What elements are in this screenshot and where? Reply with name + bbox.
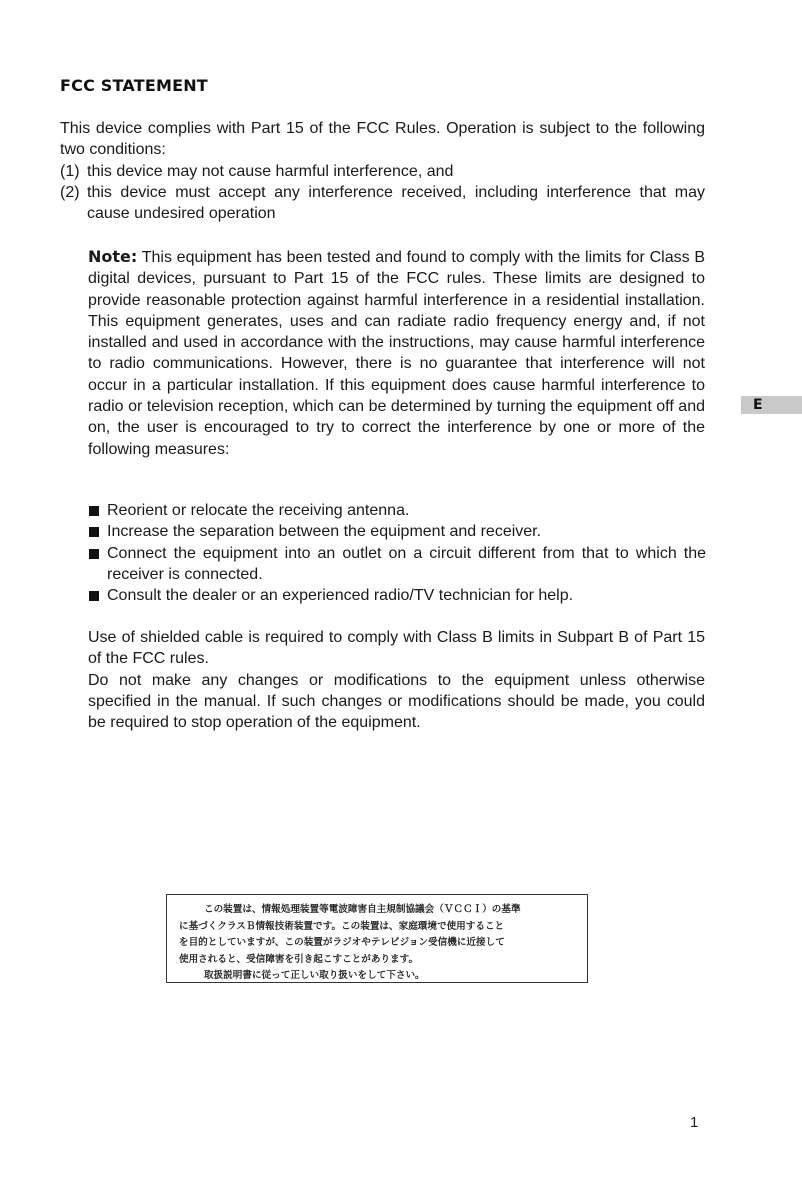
condition-item	[60, 161, 705, 182]
condition-number: (2)	[60, 183, 80, 201]
condition-text: this device may not cause harmful interference, and	[87, 162, 454, 180]
measures-list	[88, 500, 706, 606]
note-text: This equipment has been tested and found to comply with the limits for Class B digital devices, pursuant to Part 15 of the FCC rules. These limits are designed to provide reasonable protection against harmful interference in a residential installation. This equipment generates, uses and can radiate radio frequency energy and, if not installed and used in accordance with the instructions, may cause harmful interference to radio communications. However, there is no guarantee that interference will not occur in a particular installation. If this equipment does cause harmful interference to radio or television reception, which can be determined by turning the equipment off and on, the user is encouraged to try to correct the interference by one or more of the following measures:	[88, 249, 705, 458]
vcci-line: 取扱説明書に従って正しい取り扱いをして下さい。	[204, 970, 425, 982]
bullet-square-icon	[89, 591, 99, 601]
note-label: Note:	[88, 247, 138, 266]
list-item	[88, 500, 706, 521]
note-paragraph	[88, 246, 705, 460]
vcci-line: に基づくクラスＢ情報技術装置です。この装置は、家庭環境で使用すること	[179, 920, 505, 932]
condition-number: (1)	[60, 162, 80, 180]
intro-sentence: This device complies with Part 15 of the FCC Rules. Operation is subject to the following two conditions:	[60, 120, 705, 159]
condition-item	[60, 182, 705, 225]
vcci-line: 使用されると、受信障害を引き起こすことがあります。	[179, 953, 419, 965]
list-item	[88, 543, 706, 586]
closing-section	[88, 627, 705, 733]
condition-text: this device must accept any interference received, including interference that may cause undesired operation	[87, 183, 705, 223]
list-item-text: Consult the dealer or an experienced radio/TV technician for help.	[107, 587, 574, 605]
intro-section	[60, 118, 705, 224]
vcci-notice-box	[166, 894, 588, 983]
language-tab	[741, 396, 802, 414]
page-number: 1	[690, 1114, 699, 1131]
list-item-text: Increase the separation between the equipment and receiver.	[107, 523, 542, 541]
vcci-line: を目的としていますが、この装置がラジオやテレビジョン受信機に近接して	[179, 937, 505, 949]
shielded-cable-paragraph: Use of shielded cable is required to comply with Class B limits in Subpart B of Part 15 of the FCC rules.	[88, 629, 705, 668]
page-title: FCC STATEMENT	[60, 76, 208, 95]
modifications-paragraph: Do not make any changes or modifications to the equipment unless otherwise specified in the manual. If such changes or modifications should be made, you could be required to stop operation of the equipment.	[88, 671, 705, 732]
vcci-line: この装置は、情報処理装置等電波障害自主規制協議会（ＶＣＣＩ）の基準	[204, 904, 521, 915]
list-item	[88, 521, 706, 542]
list-item	[88, 585, 706, 606]
bullet-square-icon	[89, 549, 99, 559]
language-tab-label: E	[753, 397, 763, 413]
bullet-square-icon	[89, 527, 99, 537]
bullet-square-icon	[89, 506, 99, 516]
list-item-text: Connect the equipment into an outlet on a circuit different from that to which the receiver is connected.	[107, 544, 706, 583]
list-item-text: Reorient or relocate the receiving antenna.	[107, 502, 410, 519]
